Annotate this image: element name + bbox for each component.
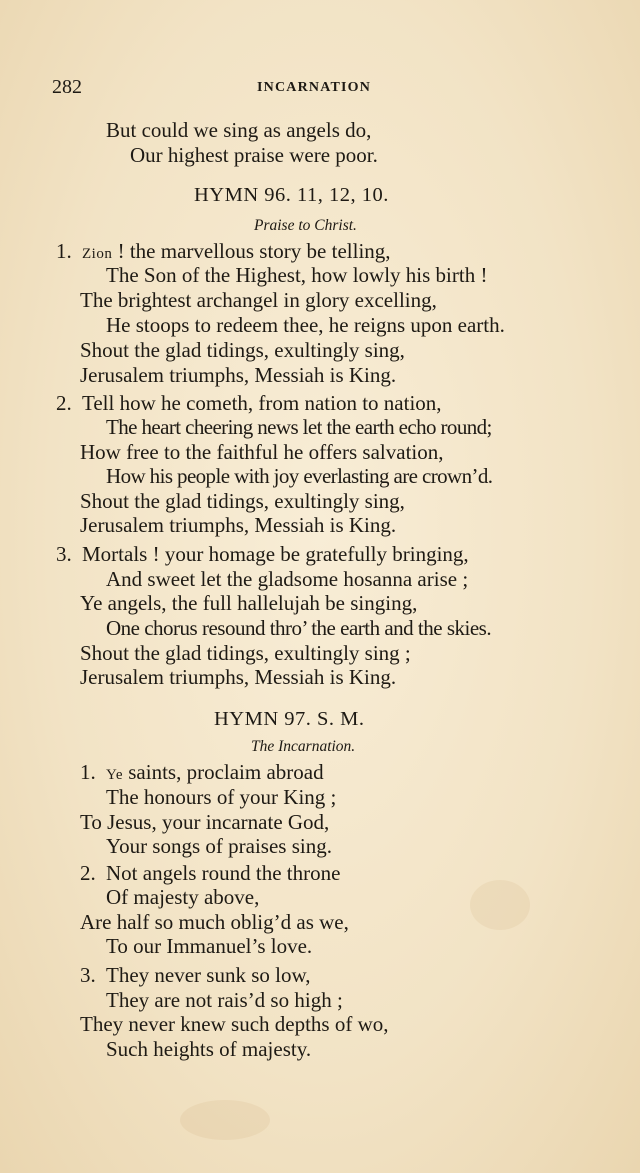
small-caps-word: Zion — [82, 246, 113, 262]
verse-number: 1. — [56, 239, 72, 263]
verse-number: 3. — [80, 963, 96, 987]
page-header — [52, 76, 580, 100]
hymn-subtitle: The Incarnation. — [251, 738, 356, 755]
verse-line: Shout the glad tidings, exultingly sing ; — [80, 641, 411, 665]
verse-line — [106, 762, 324, 783]
verse-line: How his people with joy everlasting are crown’d. — [106, 464, 493, 488]
verse-line-text: saints, proclaim abroad — [123, 760, 324, 784]
verse-line: One chorus resound thro’ the earth and the skies. — [106, 616, 492, 640]
verse-line: They never sunk so low, — [106, 963, 311, 987]
verse-line: They are not rais’d so high ; — [106, 988, 343, 1012]
hymn-subtitle: Praise to Christ. — [254, 217, 357, 234]
small-caps-word: Ye — [106, 767, 123, 783]
verse-line: They never knew such depths of wo, — [80, 1012, 389, 1036]
verse-line: He stoops to redeem thee, he reigns upon earth. — [106, 313, 505, 337]
verse-line: Tell how he cometh, from nation to nation, — [82, 391, 442, 415]
verse-line: Such heights of majesty. — [106, 1037, 312, 1061]
verse-line: How free to the faithful he offers salvation, — [80, 440, 444, 464]
verse-line: But could we sing as angels do, — [106, 118, 372, 142]
verse-line: Jerusalem triumphs, Messiah is King. — [80, 363, 397, 387]
hymn-title: HYMN 97. S. M. — [214, 708, 365, 730]
verse-line: To our Immanuel’s love. — [106, 934, 313, 958]
verse-line: Our highest praise were poor. — [130, 143, 378, 167]
verse-line: Jerusalem triumphs, Messiah is King. — [80, 665, 397, 689]
hymn-title: HYMN 96. 11, 12, 10. — [194, 184, 389, 206]
verse-line-text: ! the marvellous story be telling, — [112, 239, 391, 263]
verse-line: Ye angels, the full hallelujah be singing, — [80, 591, 418, 615]
verse-line: Not angels round the throne — [106, 861, 341, 885]
verse-line: Shout the glad tidings, exultingly sing, — [80, 338, 405, 362]
verse-line: The brightest archangel in glory excelling, — [80, 288, 437, 312]
verse-line: To Jesus, your incarnate God, — [80, 810, 330, 834]
verse-line: Your songs of praises sing. — [106, 834, 332, 858]
verse-line: Mortals ! your homage be gratefully bringing, — [82, 542, 469, 566]
verse-line: Are half so much oblig’d as we, — [80, 910, 349, 934]
page-number: 282 — [52, 76, 82, 98]
verse-number: 3. — [56, 542, 72, 566]
verse-line: The heart cheering news let the earth echo round; — [106, 415, 492, 439]
verse-line: Of majesty above, — [106, 885, 260, 909]
paper-stain — [180, 1100, 270, 1140]
verse-number: 2. — [80, 861, 96, 885]
paper-stain — [470, 880, 530, 930]
verse-number: 2. — [56, 391, 72, 415]
verse-line: Shout the glad tidings, exultingly sing, — [80, 489, 405, 513]
running-head: INCARNATION — [257, 80, 372, 95]
verse-line: And sweet let the gladsome hosanna arise ; — [106, 567, 469, 591]
verse-line: The Son of the Highest, how lowly his birth ! — [106, 263, 488, 287]
verse-number: 1. — [80, 760, 96, 784]
verse-line: The honours of your King ; — [106, 785, 337, 809]
verse-line: Jerusalem triumphs, Messiah is King. — [80, 513, 397, 537]
verse-line — [82, 241, 391, 262]
